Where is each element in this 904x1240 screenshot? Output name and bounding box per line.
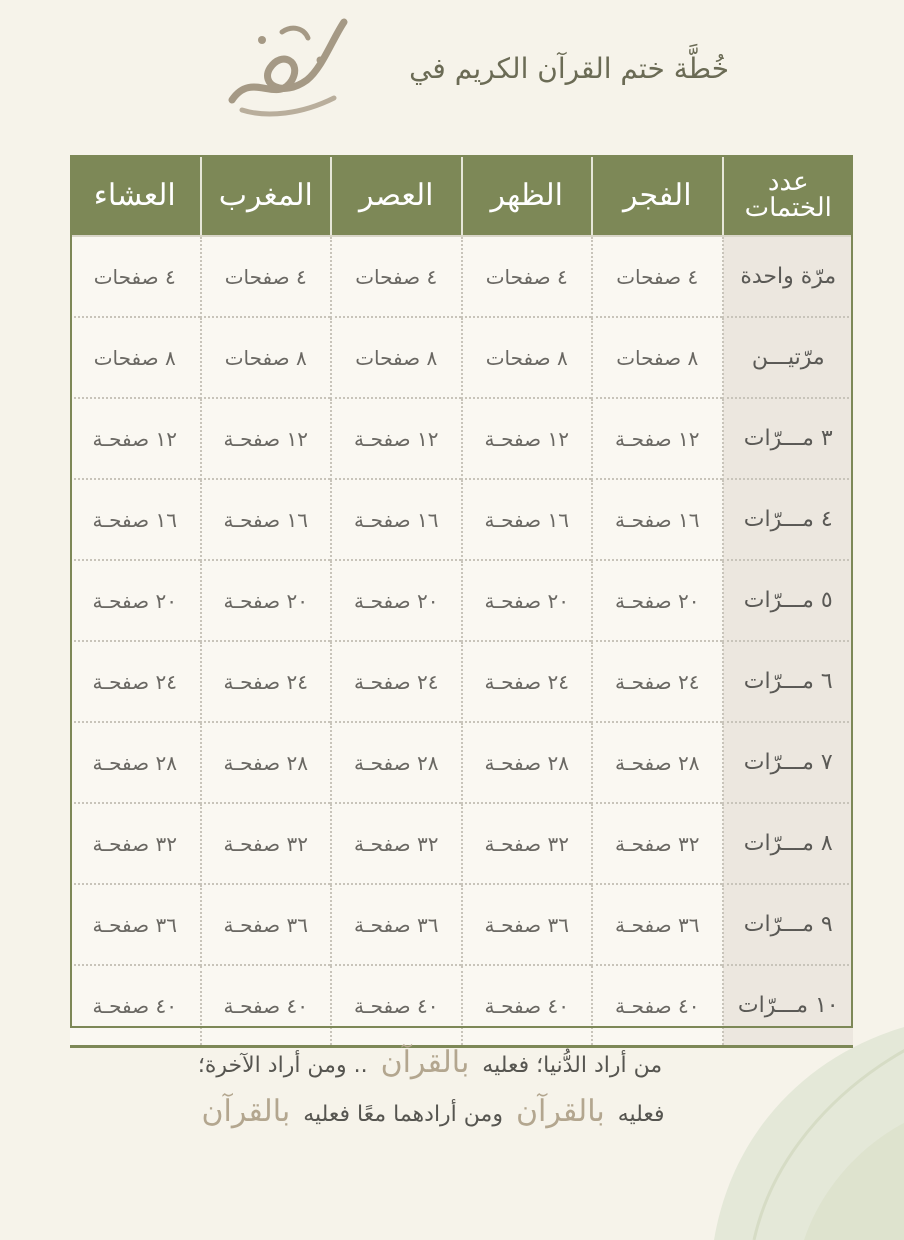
table-cell: ٢٠ صفحـة xyxy=(462,560,593,641)
table-cell: ١٦ صفحـة xyxy=(592,479,723,560)
table-row xyxy=(70,479,853,560)
table-cell: ٢٨ صفحـة xyxy=(592,722,723,803)
table-cell: ٢٤ صفحـة xyxy=(70,641,201,722)
row-times-label: ٣ مـــرّات xyxy=(723,398,854,479)
table-cell: ٤ صفحات xyxy=(592,236,723,317)
table-cell: ٣٦ صفحـة xyxy=(331,884,462,965)
table-cell: ٤ صفحات xyxy=(331,236,462,317)
footer-quote xyxy=(150,1040,710,1138)
column-header-count: عدد الختمات xyxy=(723,155,854,236)
table-cell: ٤ صفحات xyxy=(201,236,332,317)
table-cell: ١٢ صفحـة xyxy=(592,398,723,479)
table-row xyxy=(70,803,853,884)
table-cell: ٣٦ صفحـة xyxy=(592,884,723,965)
table-cell: ١٦ صفحـة xyxy=(201,479,332,560)
row-times-label: ٧ مـــرّات xyxy=(723,722,854,803)
ramadan-calligraphy-logo xyxy=(222,10,352,120)
row-times-label: ٤ مـــرّات xyxy=(723,479,854,560)
table-header-row xyxy=(70,155,853,236)
table-row xyxy=(70,560,853,641)
table-row xyxy=(70,965,853,1047)
table-cell: ١٢ صفحـة xyxy=(201,398,332,479)
table-cell: ٤ صفحات xyxy=(462,236,593,317)
quran-calligraphy-word: بالقرآن xyxy=(201,1094,291,1129)
page-title: خُطَّة ختم القرآن الكريم في xyxy=(409,52,729,85)
footer-text: ومن أرادهما معًا فعليه xyxy=(303,1102,503,1127)
table-cell: ١٢ صفحـة xyxy=(70,398,201,479)
page-header xyxy=(0,0,904,140)
row-times-label: ٨ مـــرّات xyxy=(723,803,854,884)
row-times-label: ٩ مـــرّات xyxy=(723,884,854,965)
table-row xyxy=(70,317,853,398)
table-cell: ٢٤ صفحـة xyxy=(462,641,593,722)
table-cell: ٣٦ صفحـة xyxy=(201,884,332,965)
table-row xyxy=(70,722,853,803)
table-cell: ٢٨ صفحـة xyxy=(201,722,332,803)
table-cell: ٨ صفحات xyxy=(462,317,593,398)
table-cell: ٣٢ صفحـة xyxy=(462,803,593,884)
table-cell: ٢٤ صفحـة xyxy=(201,641,332,722)
table-cell: ٣٢ صفحـة xyxy=(331,803,462,884)
table-cell: ١٢ صفحـة xyxy=(331,398,462,479)
table-cell: ٤٠ صفحـة xyxy=(201,965,332,1047)
row-times-label: مرّة واحدة xyxy=(723,236,854,317)
footer-text: فعليه xyxy=(617,1102,665,1127)
footer-line-1 xyxy=(150,1040,710,1089)
table-cell: ٣٦ صفحـة xyxy=(462,884,593,965)
table-cell: ٢٠ صفحـة xyxy=(201,560,332,641)
table-cell: ٣٢ صفحـة xyxy=(70,803,201,884)
table-cell: ٢٨ صفحـة xyxy=(331,722,462,803)
quran-calligraphy-word: بالقرآن xyxy=(515,1094,605,1129)
table-cell: ٣٦ صفحـة xyxy=(70,884,201,965)
table-cell: ٣٢ صفحـة xyxy=(592,803,723,884)
row-times-label: ١٠ مـــرّات xyxy=(723,965,854,1047)
table-row xyxy=(70,398,853,479)
footer-line-2 xyxy=(150,1089,710,1138)
table-cell: ٢٠ صفحـة xyxy=(70,560,201,641)
table-cell: ٨ صفحات xyxy=(592,317,723,398)
table-cell: ٤٠ صفحـة xyxy=(70,965,201,1047)
table-cell: ٣٢ صفحـة xyxy=(201,803,332,884)
table-cell: ١٢ صفحـة xyxy=(462,398,593,479)
footer-text: من أراد الدُّنيا؛ فعليه xyxy=(482,1053,663,1078)
khatma-plan-table-container xyxy=(70,155,853,1028)
table-row xyxy=(70,884,853,965)
row-times-label: ٦ مـــرّات xyxy=(723,641,854,722)
column-header-dhuhr: الظهر xyxy=(462,155,593,236)
table-cell: ١٦ صفحـة xyxy=(70,479,201,560)
table-cell: ٨ صفحات xyxy=(331,317,462,398)
column-header-asr: العصر xyxy=(331,155,462,236)
table-cell: ٢٠ صفحـة xyxy=(592,560,723,641)
table-cell: ٢٠ صفحـة xyxy=(331,560,462,641)
table-cell: ٢٤ صفحـة xyxy=(331,641,462,722)
table-row xyxy=(70,641,853,722)
table-cell: ١٦ صفحـة xyxy=(462,479,593,560)
table-cell: ٤ صفحات xyxy=(70,236,201,317)
table-cell: ٤٠ صفحـة xyxy=(592,965,723,1047)
table-cell: ٨ صفحات xyxy=(70,317,201,398)
table-cell: ٨ صفحات xyxy=(201,317,332,398)
table-cell: ٢٤ صفحـة xyxy=(592,641,723,722)
table-cell: ٤٠ صفحـة xyxy=(331,965,462,1047)
table-cell: ٢٨ صفحـة xyxy=(70,722,201,803)
table-cell: ٢٨ صفحـة xyxy=(462,722,593,803)
footer-text: .. ومن أراد الآخرة؛ xyxy=(197,1053,368,1078)
table-cell: ١٦ صفحـة xyxy=(331,479,462,560)
table-cell: ٤٠ صفحـة xyxy=(462,965,593,1047)
khatma-plan-table xyxy=(70,155,853,1048)
row-times-label: مرّتيـــن xyxy=(723,317,854,398)
row-times-label: ٥ مـــرّات xyxy=(723,560,854,641)
column-header-isha: العشاء xyxy=(70,155,201,236)
table-row xyxy=(70,236,853,317)
quran-calligraphy-word: بالقرآن xyxy=(380,1045,470,1080)
column-header-fajr: الفجر xyxy=(592,155,723,236)
column-header-maghrib: المغرب xyxy=(201,155,332,236)
